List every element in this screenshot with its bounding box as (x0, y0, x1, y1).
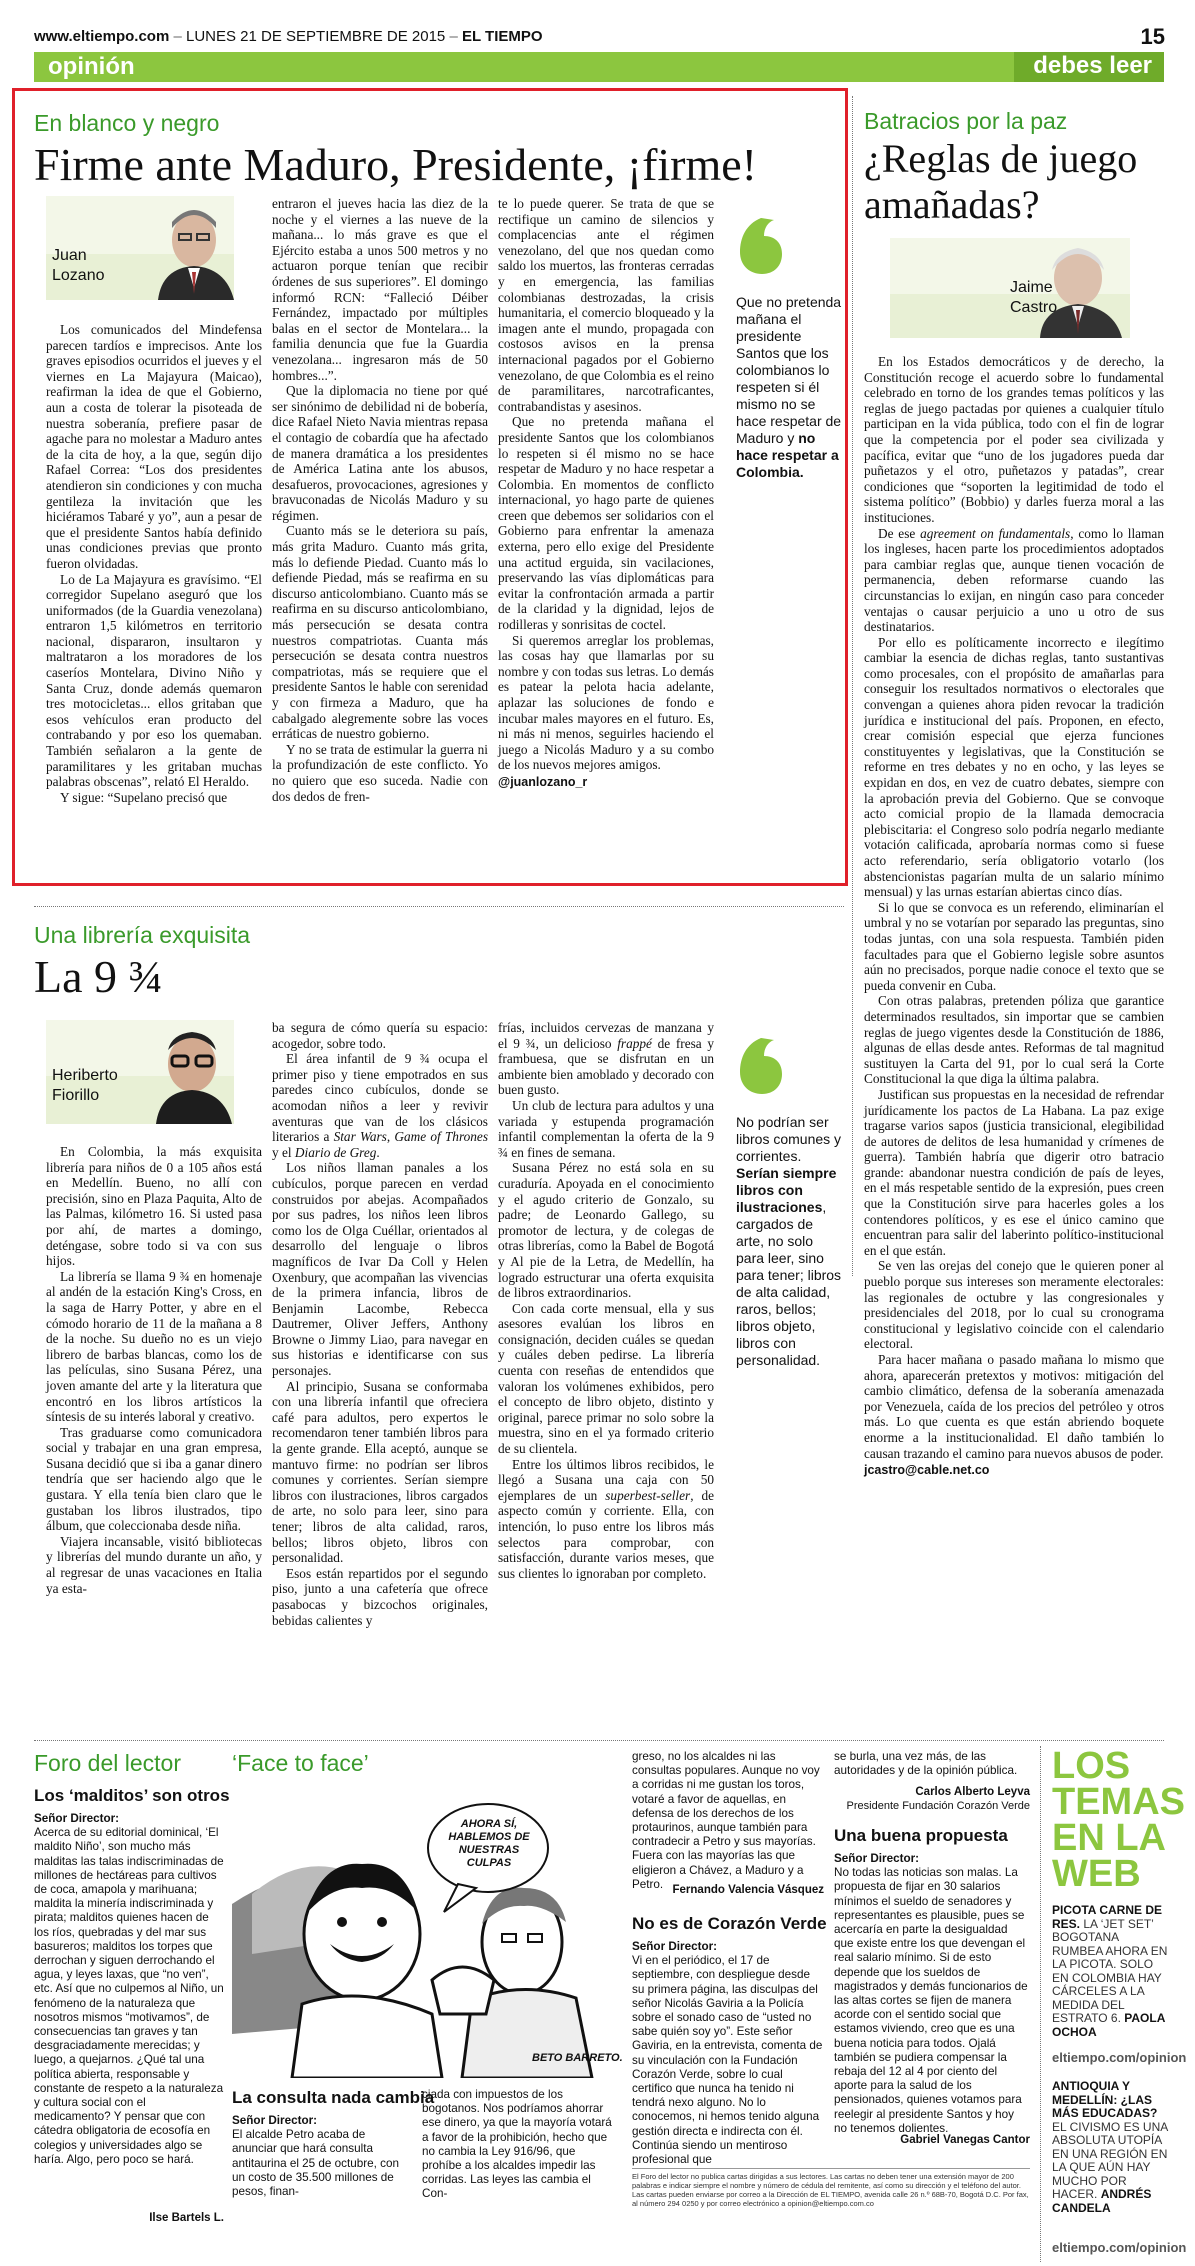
corazon-body-cont: se burla, una vez más, de las autoridades y de la opinión pública. (834, 1750, 1018, 1778)
article1-col3 (498, 196, 714, 791)
paragraph: ba segura de cómo quería su espacio: acogedor, sobre todo. (272, 1020, 488, 1051)
cartoon (232, 1784, 626, 2078)
article3-col1 (46, 1144, 262, 1596)
letter1-body: Acerca de su editorial dominical, ‘El maldito Niño’, son mucho más malditas las talas indiscriminadas de millones de hectáreas para cultivos de coca, amapola y marihuana; maldita la minería indiscriminada y pirata; malditos quienes hacen de los ríos, quebradas y del mar sus basureros; malditos los torpes que derrochan y siguen derrochando el agua, y leyes laxas, que “no ven”, etc. Así que no culpemos al Niño, un fenómeno de la naturaleza que nosotros mismos “motivamos”, de consecuencias tan graves y tan desgraciadamente merecidas; y luego, a quejarnos. ¿Qué tal una política abierta, responsable y constante de respeto a la naturaleza y cultura social con el medicamento? Y pensar que con cátedra obligatoria de ecosofía en colegios y universidades algo se haría. Algo, pero poco se hará. (34, 1826, 224, 2166)
article2-body (864, 354, 1164, 1479)
article3-kicker: Una librería exquisita (34, 922, 251, 948)
author-photo-lozano (46, 196, 234, 300)
author-last: Fiorillo (52, 1087, 100, 1104)
paragraph: Susana Pérez no está sola en su curaduría. Apoyada en el conocimiento y el agudo criterio de Gonzalo, su padre; de Leonardo Gallego, su promotor de lectura, y de colegas de otras librerías, como la Babel de Bogotá y Al pie de la Letra, de Medellín, ha logrado estructurar una oferta exquisita de libros extraordinarios. (498, 1160, 714, 1301)
paragraph: Si lo que se convoca es un referendo, eliminarían el umbral y no se votarían por separado las preguntas, sino todas juntas, con una sola respuesta. También piden facultades para que el Gobierno legisle sobre asuntos aún no precisados, porque nadie conoce el texto que se pueda convenir en Cuba. (864, 899, 1164, 993)
paragraph: La librería se llama 9 ¾ en homenaje al andén de la estación King's Cross, en la saga de Harry Potter, y abre en el cómodo horario de 11 de la mañana a 8 de la noche. Su dueño no es un viejo librero de barbas blancas, como los de las películas, sino Susana Pérez, una joven amante del arte y la literatura que encontró en los libros artísticos la síntesis de su interés laboral y creativo. (46, 1268, 262, 1425)
article3-pullquote: No podrían ser libros comunes y corrientes. Serían siempre libros con ilustraciones, cargados de arte, no solo para leer, sino para tener; libros de alta calidad, raros, bellos; libros objeto, libros con personalidad. (736, 1114, 842, 1368)
article2-headline: ¿Reglas de juego amañadas? (864, 136, 1138, 227)
cartoon-title: ‘Face to face’ (232, 1750, 369, 1776)
corazon-signature: Carlos Alberto Leyva (915, 1786, 1030, 1798)
article2-kicker: Batracios por la paz (864, 108, 1068, 134)
paragraph: Viajera incansable, visitó bibliotecas y librerías del mundo durante un año, y al regresar de unas vacaciones en Italia ya esta- (46, 1533, 262, 1596)
paragraph: Para hacer mañana o pasado mañana lo mismo que ahora, aparecerán pretextos y motivos: mitigación del cambio climático, defensa de la soberanía amenazada por Venezuela, caída de los precios del petróleo y otros más. Lo que cuenta es que están abriendo boquete enorme a la institucionalidad. El daño también lo causan trazando el camino para nuevos abusos de poder. (864, 1352, 1164, 1461)
column-divider (852, 96, 853, 1276)
paragraph: Al principio, Susana se conformaba con una librería infantil que ofreciera café para adultos, pero expertos le recomendaron tener también libros para la gente grande. Ella aceptó, aunque se mantuvo firme: no podrían ser libros comunes y corrientes. Serían siempre libros con ilustraciones, libros cargados de arte, no solo para leer, sino para tener; libros de alta calidad, raros, bellos; libros objeto, libros con personalidad. (272, 1378, 488, 1566)
paragraph: Por ello es políticamente incorrecto e ilegítimo cambiar la esencia de dichas reglas, tanto sustantivas como procesales, con el propósito de amañarlas para conseguir los resultados normativos o electorales que convengan a quienes ahora piden revocar la tradición jurídica e institucional del país. Proponen, en efecto, crear comisión especial que ejerza funciones constituyentes y legislativas, que la Constitución se reforme en tres debates y no en ocho, y las leyes se expidan en dos, en vez de cuatro debates, siempre con la aprobación previa del Gobierno. Que se convoque acto comicial propio de la llamada democracia plebiscitaria: el Congreso solo podría negarlo mediante votación calificada, aprobaría normas como si fuese acto referendario, sería obligatorio votarlo (los abstencionistas pagarían multa de un salario mínimo mensual) y las urnas estarían abiertas cinco días. (864, 634, 1164, 900)
paragraph: Justifican sus propuestas en la necesidad de refrendar jurídicamente los pactos de La Habana. La paz exige tragarse varios sapos (justicia transicional, elegibilidad de autores de delitos de lesa humanidad y crímenes de guerra). También habría que digerir otro batracio grande: abandonar nuestra condición de país de leyes, en el más respetable sentido de la expresión, pues creen que la Constitución sirve para hacerles goles a los contendores políticos, y es ese el único camino que encuentran para salir del laberinto político-institucional en el que están. (864, 1086, 1164, 1258)
author-first: Heriberto (52, 1067, 118, 1084)
temas-title: LOS TEMAS EN LA WEB (1052, 1745, 1185, 1895)
section-divider (34, 1740, 1164, 1741)
author-handle[interactable]: @juanlozano_r (498, 774, 588, 789)
letter1-signature: Ilse Bartels L. (149, 2212, 224, 2224)
salutation: Señor Director: (834, 1852, 920, 1865)
debes-leer-label: debes leer (1033, 52, 1152, 79)
foro-footnote: El Foro del lector no publica cartas dirigidas a sus lectores. Las cartas no deben tener una extensión mayor de 200 palabras e indicar siempre el nombre y número de cédula del remitente, así como su dirección y el teléfono del autor. Las cartas pueden enviarse por correo a la Dirección de EL TIEMPO, avenida calle 26 n.º 68B-70, Bogotá D.C. Por fax, al número 294 0250 y por correo electrónico a opinion@eltiempo.com.co (632, 2168, 1030, 2208)
article3-col2 (272, 1020, 488, 1628)
temas-item-author: ANDRÉS CANDELA (1052, 2187, 1152, 2215)
temas-item-heading: PICOTA CARNE DE RES. (1052, 1903, 1163, 1931)
page-number: 15 (1140, 24, 1165, 49)
paragraph: Un club de lectura para adultos y una variada y estupenda programación infantil complementan la oferta de la 9 ¾ en fines de semana. (498, 1097, 714, 1160)
paragraph: entraron el jueves hacia las diez de la noche y el viernes a las nueve de la mañana... lo más grave es que el Ejército estaba a unos 500 metros y no actuaron porque tenían que recibir órdenes de sus superiores”. El domingo informó RCN: “Falleció Déiber Fernández, impactado por múltiples balas en el sector de Montelara... la familia denuncia que fue la Guardia venezolana... ingresaron más de 50 hombres...”. (272, 196, 488, 383)
paragraph: Entre los últimos libros recibidos, le llegó a Susana una caja con 50 ejemplares de un superbest-seller, de aspecto común y corriente. Ella, con intención, lo puso entre los libros más selectos para comprobar, con satisfacción, durante varios meses, que sus clientes lo ignoraban por completo. (498, 1456, 714, 1581)
article3-author (52, 1066, 118, 1106)
site-url[interactable]: www.eltiempo.com (34, 28, 170, 45)
paragraph: Y sigue: “Supelano precisó que (60, 789, 228, 805)
foro-title: Foro del lector (34, 1750, 182, 1776)
paragraph: El área infantil de 9 ¾ ocupa el primer piso y tiene empotrados en sus paredes cinco cubículos, donde se acomodan niños a leer y revivir aventuras que van de los clásicos literarios a Star Wars, Game of Thrones y el Diario de Greg. (272, 1051, 488, 1160)
consulta-col3: greso, no los alcaldes ni las consultas populares. Aunque no voy a corridas ni me gustan los toros, votaré a favor de aquellas, en defensa de los derechos de los protaurinos, aunque también para contradecir a Petro y sus mayorías. Fuera con las mayorías las que eligieron a Chávez, a Maduro y a Petro. (632, 1750, 820, 1891)
paragraph: Se ven las orejas del conejo que le quieren poner al pueblo porque sus intereses son meramente electorales: las regionales de octubre y las congresionales y presidenciales del 2018, por lo cual su cronograma constitucional y legislativo coincide con el calendario electoral. (864, 1258, 1164, 1352)
section-divider (34, 906, 844, 907)
author-last: Lozano (52, 267, 105, 284)
author-photo-fiorillo (46, 1020, 234, 1124)
quote-icon (738, 1036, 784, 1096)
article1-headline: Firme ante Maduro, Presidente, ¡firme! (34, 139, 757, 190)
article1-pullquote: Que no pretenda mañana el presidente Santos que los colombianos lo respeten si él mismo no se hace respetar de Maduro y no hace respetar a Colombia. (736, 294, 842, 480)
section-label: opinión (48, 53, 135, 80)
quote-icon (738, 216, 784, 276)
article3-col3 (498, 1020, 714, 1581)
article3-headline: La 9 ¾ (34, 951, 164, 1002)
paragraph: Los niños llaman panales a los cubículos, porque parecen en verdad construidos por abejas. Acompañados por sus padres, los niños leen libros como los de Olga Cuéllar, orientados al desarrollo del lenguaje o libros magníficos de Ivar Da Coll y Helen Oxenbury, que acompañan las vivencias de la primera infancia, libros de Benjamin Lacombe, Rebecca Dautremer, Oliver Jeffers, Anthony Browne o Jimmy Liao, para navegar en sus historias e identificarse con sus personajes. (272, 1160, 488, 1379)
paragraph: Que no pretenda mañana el presidente Santos que los colombianos lo respeten si él mismo no se hace respetar de Maduro y no hace respetar a Colombia. En momentos de conflicto internacional, yo hago parte de quienes creen que debemos ser solidarios con el Gobierno para enfrentar la amenaza externa, pero ello exige del Presidente una actitud erguida, sin vacilaciones, preservando las vías diplomáticas para evitar la confrontación armada a partir de la claridad y la dignidad, lejos de rodilleras y sonrisitas de coctel. (498, 414, 714, 633)
temas-item-1[interactable] (1052, 1904, 1168, 2039)
author-first: Juan (52, 247, 87, 264)
paragraph: Lo de La Majayura es gravísimo. “El corregidor Supelano aseguró que los uniformados (de la Guardia venezolana) entraron 1,5 kilómetros en territorio nacional, dispararon, insultaron y maltrataron a los moradores de los caseríos Montelara, Divino Niño y Santa Cruz, donde además quemaron tres motocicletas... ellos gritaban que esos vehículos eran producto del contrabando y por eso los quemaban. También señalaron a la gente de paramilitares y les gritaban muchas palabras obscenas”, relató El Heraldo. (46, 571, 262, 790)
temas-item-text: LA ‘JET SET’ BOGOTANA RUMBEA AHORA EN LA PICOTA. SOLO EN COLOMBIA HAY CÁRCELES A LA MEDIDA DEL ESTRATO 6. (1052, 1916, 1168, 2025)
column-divider (1040, 1746, 1041, 2262)
temas-item-2[interactable] (1052, 2080, 1168, 2215)
consulta-signature: Fernando Valencia Vásquez (672, 1884, 824, 1896)
cartoonist-signature: BETO BARRETO. (532, 2052, 623, 2064)
temas-item-author: PAOLA OCHOA (1052, 2011, 1165, 2039)
article1-kicker: En blanco y negro (34, 110, 220, 136)
article2-author (1010, 278, 1057, 318)
paragraph: Que la diplomacia no tiene por qué ser sinónimo de debilidad ni de bobería, dice Rafael Nieto Navia mientras repasa el contagio de cobardía que ha afectado de manera dramática a los presidentes de América Latina ante los abusos, desafueros, provocaciones, agresiones y bravuconadas de Nicolás Maduro y su régimen. (272, 383, 488, 523)
paragraph: Si queremos arreglar los problemas, las cosas hay que llamarlas por su nombre y con todas sus letras. Lo demás es patear la pelota hacia adelante, aplazar las soluciones de fondo e incubar males mayores en el futuro. Es, ni más ni menos, seguirles haciendo el juego a Nicolás Maduro y a su combo de los nuevos mejores amigos. (498, 632, 714, 773)
salutation: Señor Director: (632, 1940, 718, 1953)
propuesta-heading: Una buena propuesta (834, 1826, 1008, 1845)
article1-col2 (272, 196, 488, 804)
propuesta-signature: Gabriel Vanegas Cantor (900, 2134, 1030, 2146)
temas-item-text: EL CIVISMO ES UNA ABSOLUTA UTOPÍA EN UNA REGIÓN EN LA QUE AÚN HAY MUCHO POR HACER. (1052, 2119, 1168, 2201)
paragraph: Con cada corte mensual, ella y sus asesores evalúan los libros en consignación, deciden cuáles se quedan y cuáles deben pedirse. La librería cuenta con reseñas de entendidos que valoran los volúmenes exhibidos, pero el concepto de libro objeto, distinto y original, parece primar no solo sobre la muestra, sino en el ya formado criterio de su clientela. (498, 1300, 714, 1457)
temas-link-2[interactable]: eltiempo.com/opinion (1052, 2240, 1187, 2255)
paragraph: Los comunicados del Mindefensa parecen tardíos e imprecisos. Ante los graves episodios ocurridos el jueves y el viernes en La Majayura (Maicao), reafirman la idea de que el Gobierno, aun a costa de tolerar la pisoteada de nuestra soberanía, prefiere pasar de agache para no molestar a Maduro antes de la cita de hoy, a la que, según dijo Rafael Correa: “Los dos presidentes atendieron sin condiciones y con mucha gentileza la invitación que les hiciéramos Tabaré y yo”, aun a pesar de que el presidente Santos había definido unas condiciones previas que pronto fueron olvidadas. (46, 322, 262, 571)
author-email[interactable]: jcastro@cable.net.co (864, 1463, 990, 1478)
corazon-heading: No es de Corazón Verde (632, 1914, 827, 1933)
author-first: Jaime (1010, 279, 1053, 296)
article1-col1 (46, 322, 262, 805)
salutation: Señor Director: (34, 1812, 120, 1825)
consulta-col1: Señor Director: El alcalde Petro acaba de anunciar que hará consulta antitaurina el 25 de octubre, con un costo de 35.500 millones de pesos, finan- (232, 2114, 399, 2199)
article1-author (52, 246, 105, 286)
author-last: Castro (1010, 299, 1058, 316)
letter1-heading: Los ‘malditos’ son otros (34, 1786, 230, 1805)
corazon-body: Señor Director: Vi en el periódico, el 17 de septiembre, con despliegue desde su primera página, las disculpas del señor Nicolás Gaviria a la Policía sobre el sonado caso de “usted no sabe quién soy yo”. Este señor Gaviria, en la entrevista, comenta de su vinculación con la Fundación Corazón Verde, sobre lo cual certifico que nunca ha tenido ni tendrá nexo alguno. No lo conocemos, ni hemos tenido alguna gestión directa e indirecta con él. Continúa siendo un mentiroso profesional que (632, 1940, 823, 2167)
masthead: www.eltiempo.com – LUNES 21 DE SEPTIEMBRE DE 2015 – EL TIEMPO (34, 28, 543, 45)
paragraph: Esos están repartidos por el segundo piso, junto a una cafetería que ofrece pasabocas y bizcochos originales, bebidas calientes y (272, 1565, 488, 1628)
paragraph: En los Estados democráticos y de derecho, la Constitución recoge el acuerdo sobre lo fundamental celebrado en torno de los grandes temas políticos y las reglas de juego pactadas por quienes a cualquier título participan en la vida pública, todo con el fin de lograr que la competencia por el poder sea civilizada y pacífica, evitar que “uno de los jugadores pueda dar puñetazos y el otro, puñetazos y patadas”, crear condiciones que “soporten la legitimidad de todo el sistema político” (Bobbio) y darles fuerza moral a las instituciones. (864, 354, 1164, 525)
paragraph: frías, incluidos cervezas de manzana y el 9 ¾, un delicioso frappé de fresa y frambuesa, que se disfrutan en un ambiente bien amoblado y decorado con buen gusto. (498, 1020, 714, 1098)
paragraph: Tras graduarse como comunicadora social y trabajar en una gran empresa, Susana decidió que si iba a ganar dinero tendría que ser haciendo algo que le gustara. Y ella tenía bien claro que le gustaban los libros ilustrados, tipo álbum, que coleccionaba desde niña. (46, 1424, 262, 1534)
cartoon-drawing-icon (232, 1784, 626, 2078)
paragraph: En Colombia, la más exquisita librería para niños de 0 a 105 años está en Medellín. Bueno, no allí con precisión, sino en Plaza Paquita, Alto de las Palmas, kilómetro 16. Si usted pasa por ahí, de martes a domingo, deténgase, sobre todo si va con sus hijos. (46, 1144, 262, 1269)
consulta-col2: ciada con impuestos de los bogotanos. Nos podríamos ahorrar ese dinero, ya que la mayoría votará a favor de la prohibición, hecho que no cambia la Ley 916/96, que prohíbe a los alcaldes impedir las corridas. Las leyes las cambia el Con- (422, 2088, 612, 2201)
letter1 (34, 1812, 224, 2167)
corazon-signature-role: Presidente Fundación Corazón Verde (846, 1800, 1030, 1812)
paragraph: te lo puede querer. Se trata de que se rectifique un camino de silencios y complacencias ante el régimen venezolano, del que nos quedan como saldo los muertos, las fronteras cerradas y en emergencia, las familias colombianas destrozadas, la crisis humanitaria, el comercio bloqueado y la imagen ante el mundo, propagada con costosos avisos en la prensa internacional pagados por el Gobierno venezolano, de que Colombia es el reino de paramilitares, narcotraficantes, contrabandistas y asesinos. (498, 196, 715, 414)
paragraph: De ese agreement on fundamentals, como lo llaman los ingleses, hacen parte los procedimientos adoptados para cambiar reglas que, aunque tienen vocación de permanencia, deben reformarse cuando las circunstancias lo exijan, en ningún caso para conceder ventajas o causar perjuicio a uno u otro de sus destinatarios. (864, 525, 1164, 635)
consulta-heading: La consulta nada cambia (232, 2088, 435, 2107)
temas-item-heading: ANTIOQUIA Y MEDELLÍN: ¿LAS MÁS EDUCADAS? (1052, 2079, 1158, 2120)
temas-link-1[interactable]: eltiempo.com/opinion (1052, 2050, 1187, 2065)
paper-name: EL TIEMPO (461, 28, 543, 45)
paragraph: Cuanto más se le deteriora su país, más grita Maduro. Cuanto más grita, más lo defiende Piedad. Cuanto más lo defiende Piedad, más se reafirma en su discurso anticolombiano. Cuanto más se reafirma en su discurso anticolombiano, más persecución se desata contra nuestros compatriotas. Cuanta más persecución se desata contra nuestros compatriotas, más se requiere que el presidente Santos le hable con serenidad y con firmeza a Maduro, que ha cabalgado alegremente sobre las voces erráticas de nuestro gobierno. (272, 523, 488, 742)
issue-date: LUNES 21 DE SEPTIEMBRE DE 2015 (186, 28, 446, 45)
author-photo-castro (890, 238, 1130, 338)
salutation: Señor Director: (232, 2114, 318, 2127)
paragraph: Y no se trata de estimular la guerra ni la profundización de este conflicto. Yo no quiero que eso suceda. Nadie con dos dedos de fren- (272, 741, 488, 804)
paragraph: Con otras palabras, pretenden póliza que garantice determinados resultados, sin importar que se cambien reglas de juego vigentes desde la Constitución de 1886, algunas de ellas desde antes. Reformas de tal magnitud sustituyen la Carta del 91, por lo cual será la Corte Constitucional la que diga la última palabra. (864, 993, 1164, 1087)
propuesta-body: Señor Director: No todas las noticias son malas. La propuesta de fijar en 30 salarios mínimos el sueldo de senadores y representantes es plausible, pues se acercaría en parte la desigualdad que existe entre los que devengan el real salario mínimo. Si de esto depende que los sueldos de magistrados y demás funcionarios de las altas cortes se fijen de manera acorde con el sentido social que estamos viviendo, creo que es una buena noticia para todos. Ojalá también se pudiera compensar la rebaja del 12 al 4 por ciento del aporte para la salud de los pensionados, quienes votamos para reelegir al presidente Santos y hoy no tenemos dolientes. (834, 1852, 1028, 2135)
cartoon-bubble-text: AHORA SÍ, HABLEMOS DE NUESTRAS CULPAS (448, 1818, 530, 1869)
section-bar (34, 52, 1164, 82)
